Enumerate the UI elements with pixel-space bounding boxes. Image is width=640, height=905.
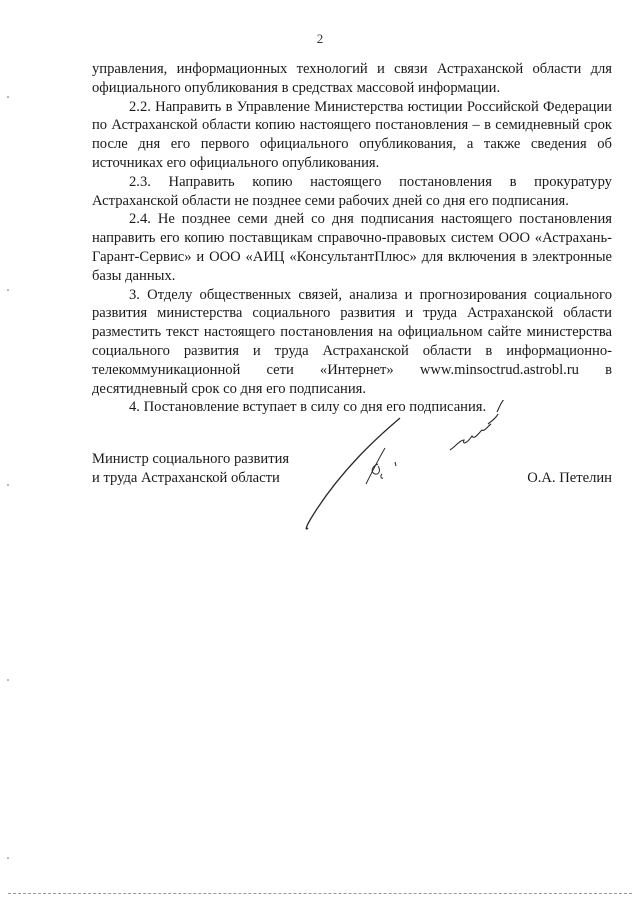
signatory-title-line: Министр социального развития — [92, 451, 290, 467]
paragraph-text: Направить в Управление Министерства юстиции Российской Федерации по Астраханской области копию настоящего постановления – в семидневный срок после дня его первого официального опубликования, а также сведения об источниках его официального опубликования. — [92, 98, 612, 171]
paragraph-text: Постановление вступает в силу со дня его подписания. — [143, 399, 487, 416]
paragraph-text: Отделу общественных связей, анализа и прогнозирования социального развития министерства социального развития и труда Астраханской области разместить текст настоящего постановления на официальном сайте министерства социального развития и труда Астраханской области в информационно-телекоммуникационной сети «Интернет» www.minsoctrud.astrobl.ru в десятидневный срок со дня его подписания. — [92, 286, 612, 397]
paragraph-text: Не позднее семи дней со дня подписания настоящего постановления направить его копию поставщикам справочно-правовых систем ООО «Астрахань-Гарант-Сервис» и ООО «АИЦ «КонсультантПлюс» для включения в электронные базы данных. — [92, 211, 612, 284]
page-number: 2 — [316, 31, 324, 46]
paragraph-number: 2.4. — [129, 211, 151, 228]
signatory-title-line: и труда Астраханской области — [92, 469, 280, 486]
scan-bottom-edge — [8, 893, 632, 894]
paragraph-text: управления, информационных технологий и связи Астраханской области для официального опубликования в средствах массовой информации. — [92, 61, 612, 96]
paragraph-number: 2.3. — [129, 173, 151, 190]
paragraph-number: 2.2. — [129, 98, 151, 115]
paragraph-text: Направить копию настоящего постановления в прокуратуру Астраханской области не позднее семи рабочих дней со дня его подписания. — [92, 173, 612, 209]
paragraph-number: 3. — [129, 286, 140, 303]
signatory-name: О.А. Петелин — [527, 469, 612, 486]
paragraph-number: 4. — [129, 399, 140, 416]
